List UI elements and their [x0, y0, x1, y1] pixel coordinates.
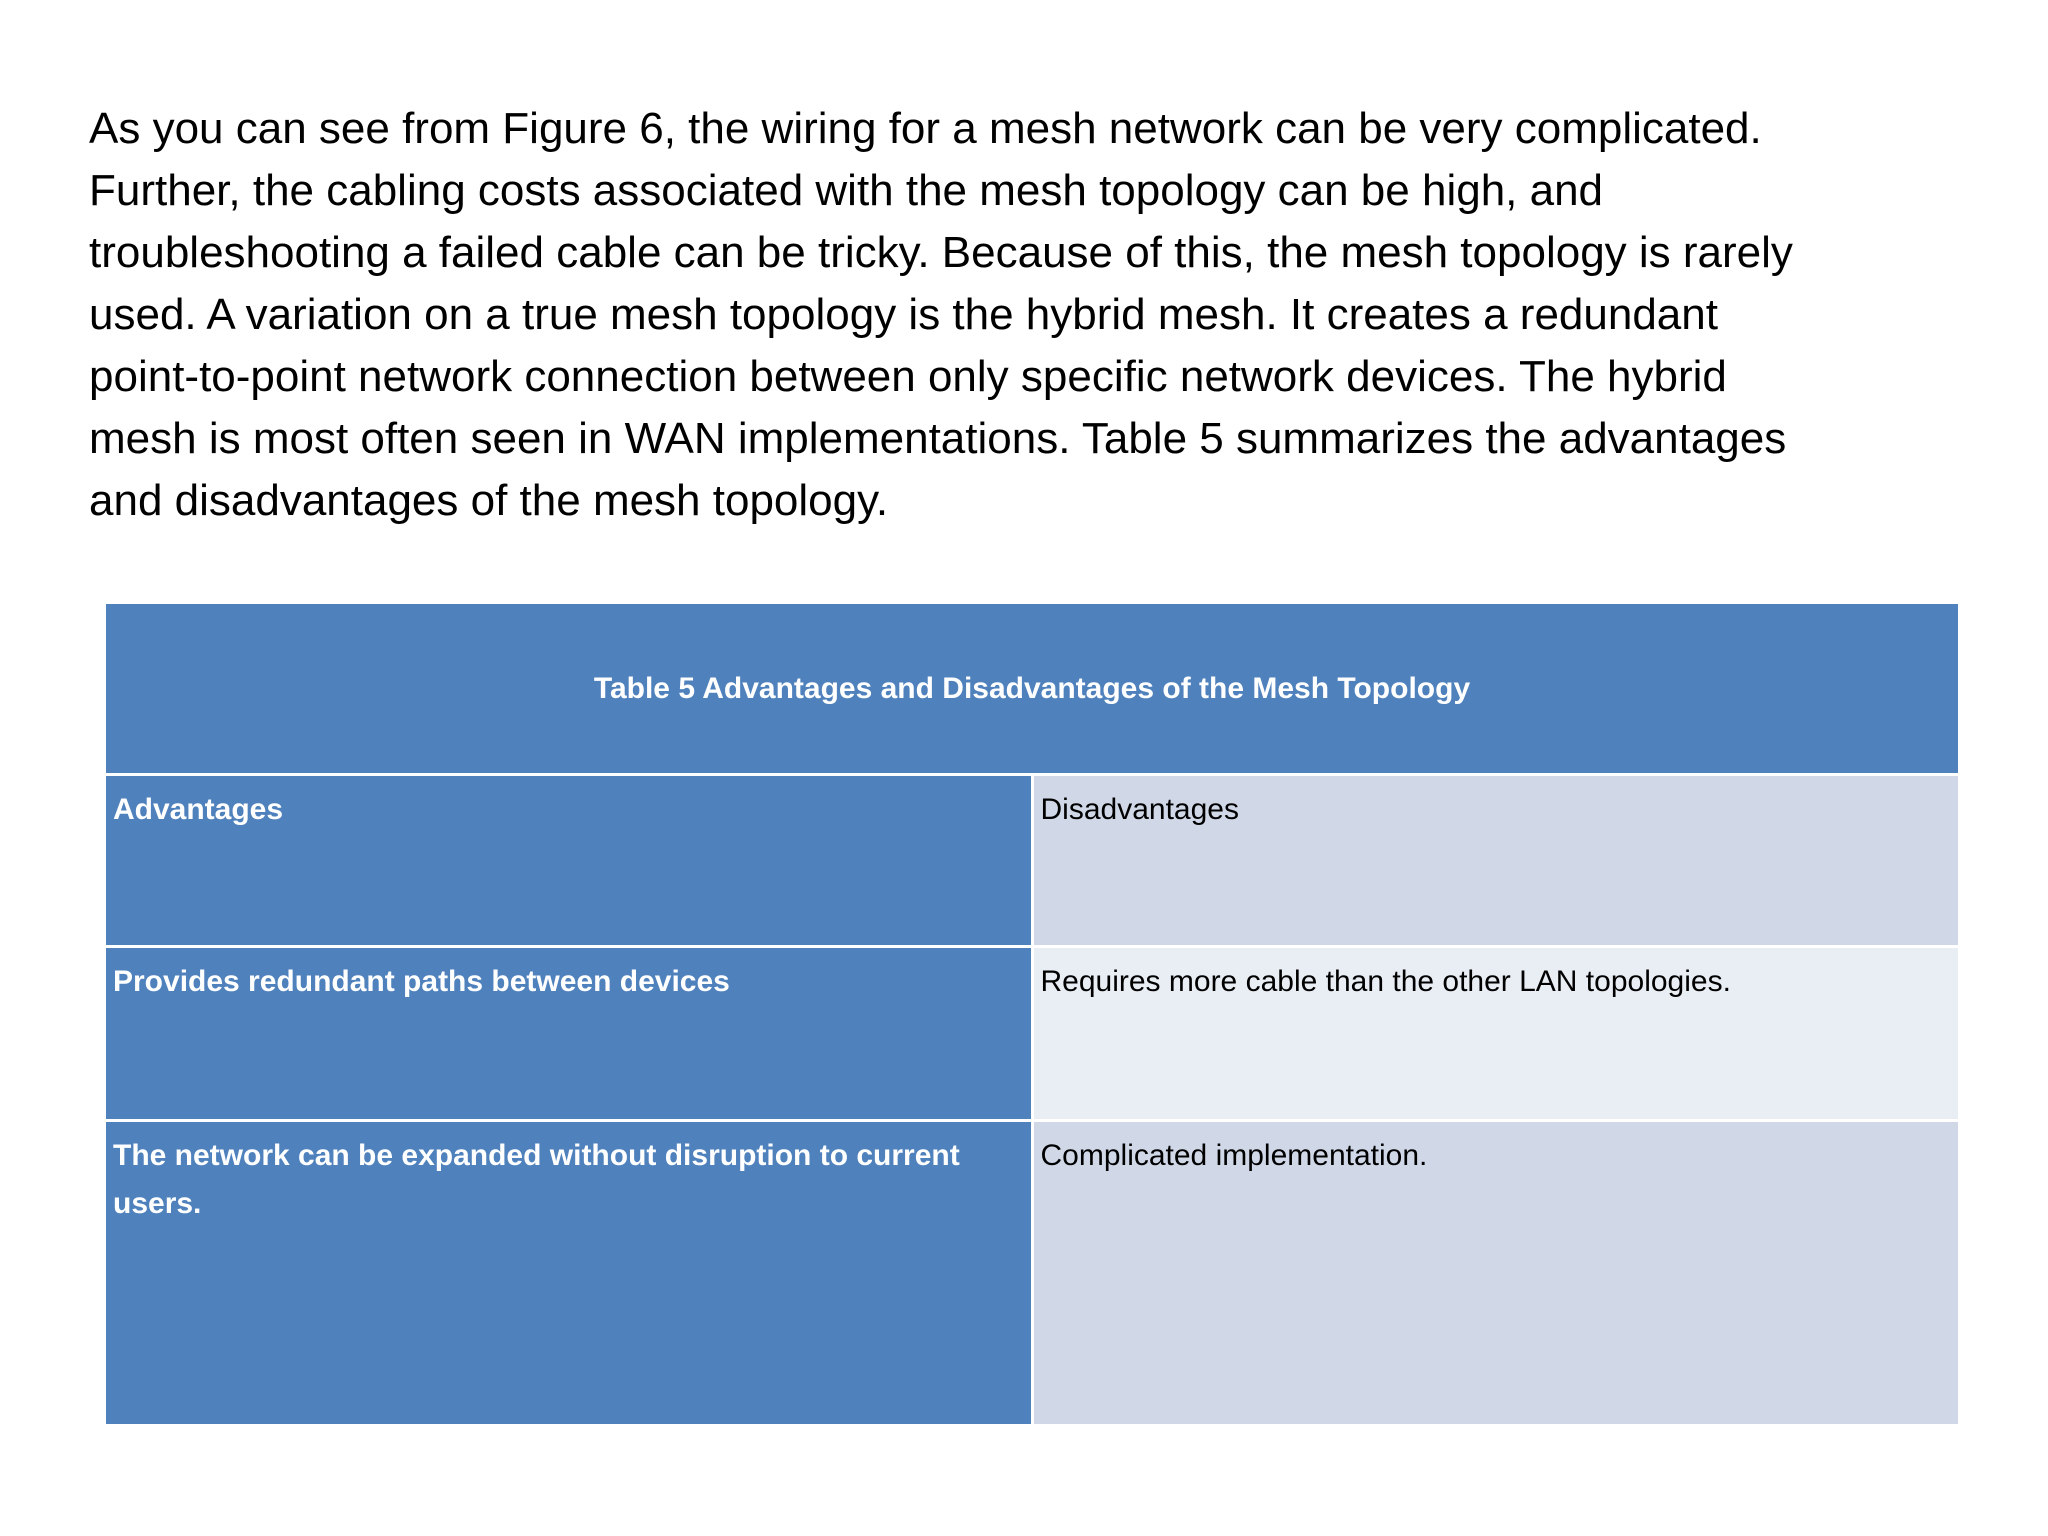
- paragraph-line: As you can see from Figure 6, the wiring for a mesh network can be very complicated.: [89, 104, 1762, 153]
- paragraph-line: and disadvantages of the mesh topology.: [89, 476, 889, 525]
- table-caption-row: [105, 603, 1960, 775]
- paragraph-line: point-to-point network connection between only specific network devices. The hybrid: [89, 352, 1727, 401]
- paragraph-line: Further, the cabling costs associated with the mesh topology can be high, and: [89, 166, 1604, 215]
- advantage-cell: Provides redundant paths between devices: [105, 947, 1033, 1121]
- mesh-topology-table: [103, 601, 1961, 1427]
- disadvantages-header: Disadvantages: [1032, 775, 1960, 947]
- paragraph-line: used. A variation on a true mesh topology is the hybrid mesh. It creates a redundant: [89, 290, 1718, 339]
- table-row: [105, 1121, 1960, 1426]
- disadvantage-cell: Complicated implementation.: [1032, 1121, 1960, 1426]
- advantage-cell: The network can be expanded without disruption to current users.: [105, 1121, 1033, 1426]
- table-row: [105, 947, 1960, 1121]
- paragraph-line: troubleshooting a failed cable can be tricky. Because of this, the mesh topology is rarely: [89, 228, 1793, 277]
- disadvantage-cell: Requires more cable than the other LAN topologies.: [1032, 947, 1960, 1121]
- paragraph-line: mesh is most often seen in WAN implementations. Table 5 summarizes the advantages: [89, 414, 1787, 463]
- table-caption: Table 5 Advantages and Disadvantages of the Mesh Topology: [105, 603, 1960, 775]
- body-paragraph: [89, 98, 1989, 532]
- advantages-header: Advantages: [105, 775, 1033, 947]
- table-header-row: [105, 775, 1960, 947]
